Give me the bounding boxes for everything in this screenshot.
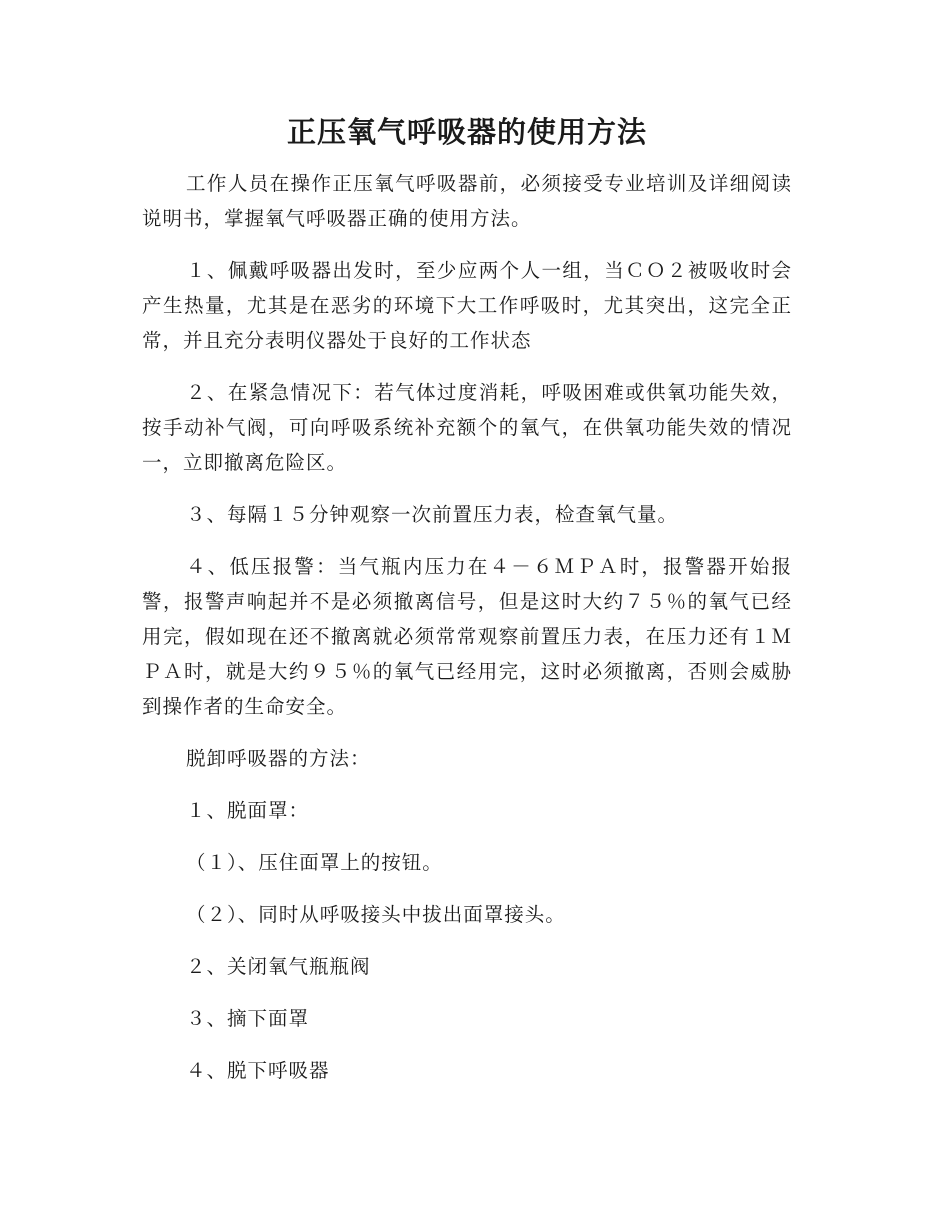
removal-heading: 脱卸呼吸器的方法： [186,747,371,770]
step-2-paragraph: ２、在紧急情况下：若气体过度消耗，呼吸困难或供氧功能失效，按手动补气阀，可向呼吸系统补充额个的氧气，在供氧功能失效的情况一，立即撤离危险区。 [142,381,792,474]
intro-paragraph: 工作人员在操作正压氧气呼吸器前，必须接受专业培训及详细阅读说明书，掌握氧气呼吸器正确的使用方法。 [142,172,792,230]
removal-step-1-sub-1: （１）、压住面罩上的按钮。 [186,851,443,874]
removal-step-4: ４、脱下呼吸器 [186,1059,330,1082]
removal-step-1: １、脱面罩： [186,799,310,822]
removal-step-3: ３、摘下面罩 [186,1007,310,1030]
document-title: 正压氧气呼吸器的使用方法 [286,115,647,149]
step-4-paragraph: ４、低压报警：当气瓶内压力在４－６ＭＰＡ时，报警器开始报警，报警声响起并不是必须撤离信号，但是这时大约７５％的氧气已经用完，假如现在还不撤离就必须常常观察前置压力表，在压力还有１ＭＰＡ时，就是大约９５％的氧气已经用完，这时必须撤离，否则会威胁到操作者的生命安全。 [142,555,792,718]
step-3-paragraph: ３、每隔１５分钟观察一次前置压力表，检查氧气量。 [186,503,679,526]
document-page [142,112,792,1105]
removal-step-1-sub-2: （２）、同时从呼吸接头中拔出面罩接头。 [186,903,566,926]
removal-step-2: ２、关闭氧气瓶瓶阀 [186,955,371,978]
step-1-paragraph: １、佩戴呼吸器出发时，至少应两个人一组，当ＣＯ２被吸收时会产生热量，尤其是在恶劣的环境下大工作呼吸时，尤其突出，这完全正常，并且充分表明仪器处于良好的工作状态 [142,259,792,352]
